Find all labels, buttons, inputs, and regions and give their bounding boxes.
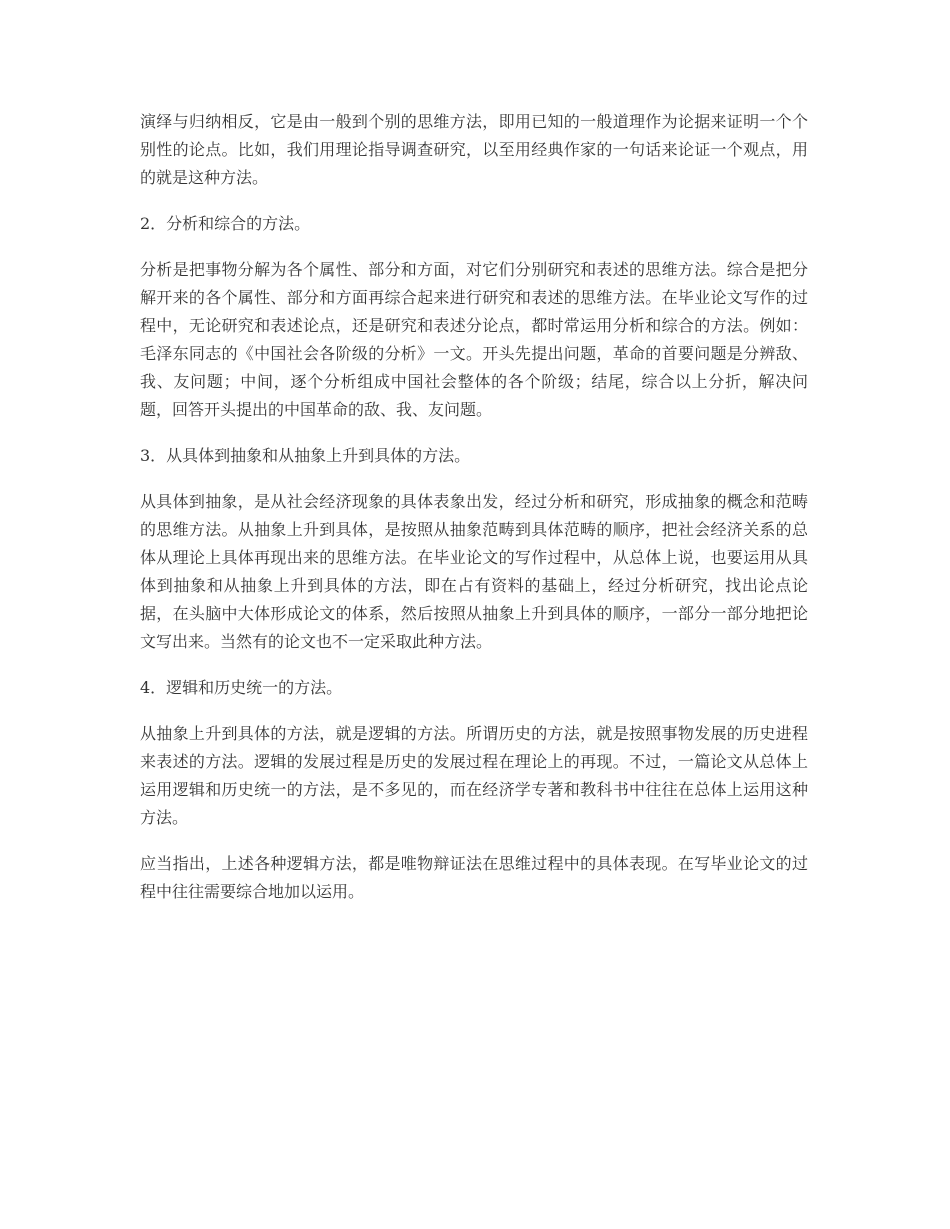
heading-concrete-abstract: 3．从具体到抽象和从抽象上升到具体的方法。 bbox=[140, 446, 471, 465]
heading-analysis-synthesis: 2．分析和综合的方法。 bbox=[140, 214, 311, 233]
paragraph-logic-history: 从抽象上升到具体的方法，就是逻辑的方法。所谓历史的方法，就是按照事物发展的历史进程来表述的方法。逻辑的发展过程是历史的发展过程在理论上的再现。不过，一篇论文从总体上运用逻辑和历史统一的方法，是不多见的，而在经济学专著和教科书中往往在总体上运用这种方法。 bbox=[140, 724, 808, 827]
paragraph-conclusion: 应当指出，上述各种逻辑方法，都是唯物辩证法在思维过程中的具体表现。在写毕业论文的过程中往往需要综合地加以运用。 bbox=[140, 854, 808, 901]
paragraph-deduction: 演绎与归纳相反，它是由一般到个别的思维方法，即用已知的一般道理作为论据来证明一个个别性的论点。比如，我们用理论指导调查研究，以至用经典作家的一句话来论证一个观点，用的就是这种方法。 bbox=[140, 112, 808, 187]
heading-logic-history: 4．逻辑和历史统一的方法。 bbox=[140, 678, 343, 697]
paragraph-concrete-abstract: 从具体到抽象，是从社会经济现象的具体表象出发，经过分析和研究，形成抽象的概念和范畴的思维方法。从抽象上升到具体，是按照从抽象范畴到具体范畴的顺序，把社会经济关系的总体从理论上具体再现出来的思维方法。在毕业论文的写作过程中，从总体上说，也要运用从具体到抽象和从抽象上升到具体的方法，即在占有资料的基础上，经过分析研究，找出论点论据，在头脑中大体形成论文的体系，然后按照从抽象上升到具体的顺序，一部分一部分地把论文写出来。当然有的论文也不一定采取此种方法。 bbox=[140, 492, 808, 651]
paragraph-analysis-synthesis: 分析是把事物分解为各个属性、部分和方面，对它们分别研究和表述的思维方法。综合是把分解开来的各个属性、部分和方面再综合起来进行研究和表述的思维方法。在毕业论文写作的过程中，无论研究和表述论点，还是研究和表述分论点，都时常运用分析和综合的方法。例如：毛泽东同志的《中国社会各阶级的分析》一文。开头先提出问题，革命的首要问题是分辨敌、我、友问题；中间，逐个分析组成中国社会整体的各个阶级；结尾，综合以上分折，解决问题，回答开头提出的中国革命的敌、我、友问题。 bbox=[140, 260, 808, 419]
document-body bbox=[140, 108, 808, 924]
